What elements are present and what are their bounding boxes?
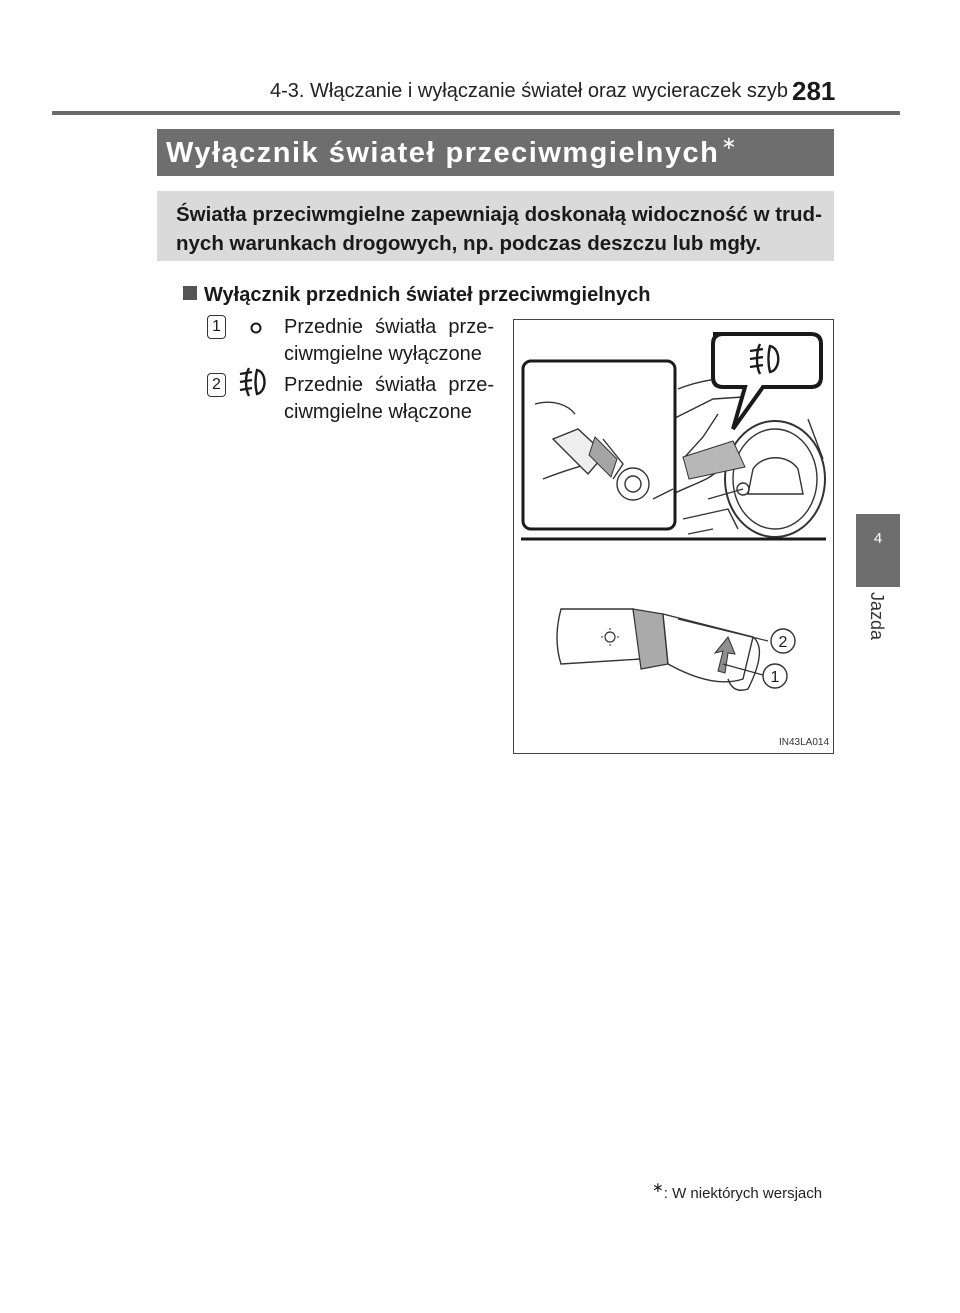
item-1-line-1: Przednie światła prze- xyxy=(284,316,494,338)
section-title xyxy=(166,133,738,170)
callout-label-1: 1 xyxy=(770,669,780,686)
fog-light-switch-illustration xyxy=(513,319,834,754)
item-number-2: 2 xyxy=(207,373,226,397)
running-header: 4-3. Włączanie i wyłączanie świateł oraz wycieraczek szyb xyxy=(270,80,788,102)
item-2-text xyxy=(284,372,494,426)
callout-label-2: 2 xyxy=(778,634,788,651)
item-1-line-2: ciwmgielne wyłączone xyxy=(284,343,482,365)
footnote-asterisk: ∗ xyxy=(652,1179,664,1195)
section-title-text: Wyłącznik świateł przeciwmgielnych xyxy=(166,137,720,169)
item-1-text xyxy=(284,314,494,368)
footnote xyxy=(652,1179,822,1202)
figure-code: IN43LA014 xyxy=(779,737,830,748)
item-number-1: 1 xyxy=(207,315,226,339)
item-2-line-1: Przednie światła prze- xyxy=(284,374,494,396)
header-rule xyxy=(52,111,900,115)
fog-light-icon xyxy=(236,366,272,398)
footnote-text: : W niektórych wersjach xyxy=(663,1185,823,1202)
title-asterisk: ∗ xyxy=(721,133,738,153)
item-2-line-2: ciwmgielne włączone xyxy=(284,401,472,423)
chapter-label: Jazda xyxy=(867,592,887,641)
square-bullet-icon xyxy=(183,286,197,300)
intro-text: Światła przeciwmgielne zapewniają doskonałą widoczność w trudnych warunkach drogowych, np. podczas deszczu lub mgły. xyxy=(176,203,822,255)
chapter-tab xyxy=(856,514,900,587)
subsection-heading xyxy=(183,284,650,307)
page-number: 281 xyxy=(792,76,836,106)
off-circle-icon xyxy=(249,321,263,335)
subsection-heading-text: Wyłącznik przednich świateł przeciwmgielnych xyxy=(204,284,651,306)
chapter-number: 4 xyxy=(873,530,883,547)
